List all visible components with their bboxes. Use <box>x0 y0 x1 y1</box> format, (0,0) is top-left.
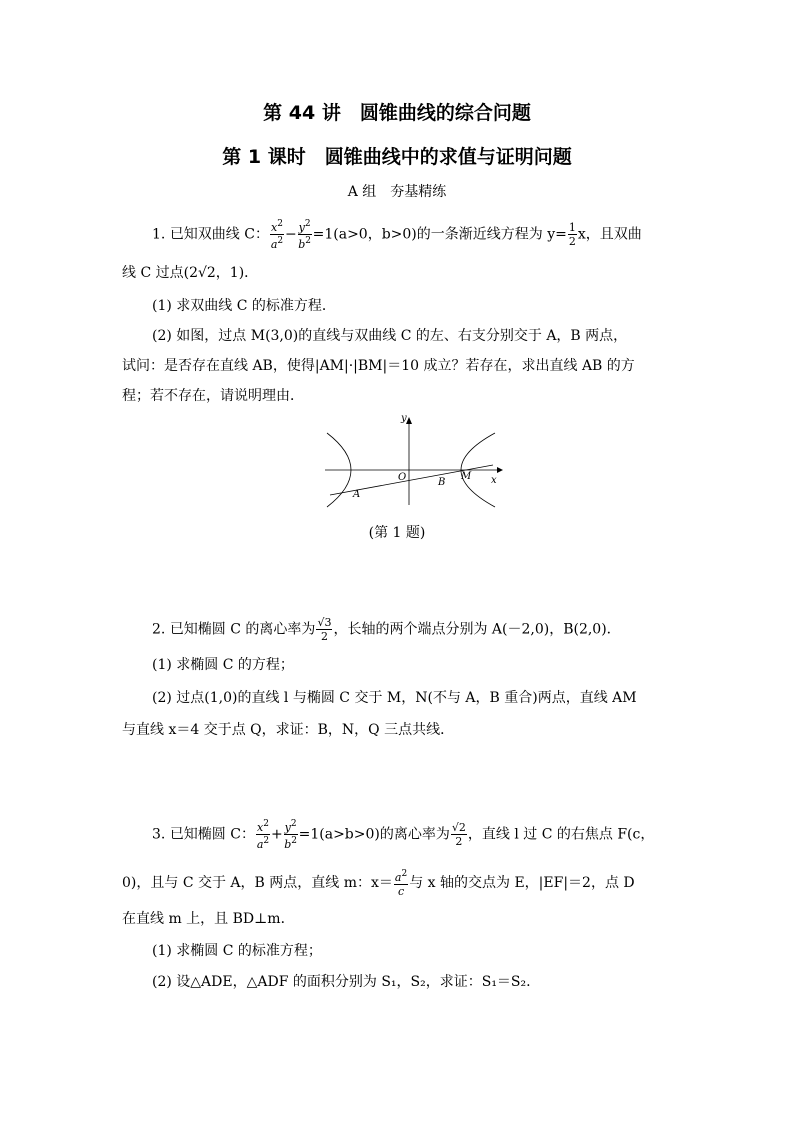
q1-text-post: x，且双曲 <box>577 226 642 243</box>
y-axis-arrow <box>406 417 412 424</box>
q3-line3: 在直线 m 上，且 BD⊥m． <box>122 911 295 927</box>
label-a: A <box>353 489 361 500</box>
q3-frac-ecc: $\frac{√2}{2}$ <box>451 821 466 848</box>
label-m: M <box>461 471 472 482</box>
q1-figure-caption: (第 1 题) <box>368 525 426 541</box>
q2-part1: (1) 求椭圆 C 的方程； <box>152 657 294 673</box>
q2-number: 2. <box>152 621 166 638</box>
label-o: O <box>398 472 407 483</box>
x-axis-arrow <box>497 467 503 473</box>
q1-line2: 线 C 过点(2√2，1)． <box>122 265 259 281</box>
q2-frac-ecc: $\frac{√3}{2}$ <box>317 616 332 643</box>
q3-text-mid: =1(a>b>0)的离心率为 <box>298 826 450 843</box>
lesson-title: 第 1 课时 圆锥曲线中的求值与证明问题 <box>222 146 572 168</box>
q3-part1: (1) 求椭圆 C 的标准方程； <box>152 943 322 959</box>
group-label: A 组 夯基精练 <box>347 184 447 200</box>
q1-part2-line2: 试问：是否存在直线 AB，使得|AM|·|BM|＝10 成立？若存在，求出直线 AB 的方 <box>122 358 635 374</box>
q3-text-post: ，直线 l 过 C 的右焦点 F(c， <box>467 826 655 843</box>
label-b: B <box>438 477 446 488</box>
q1-text-pre: 已知双曲线 C： <box>169 226 269 243</box>
hyperbola-figure <box>325 415 505 510</box>
q3-number: 3. <box>152 826 166 843</box>
q1-frac-y: $\frac{y^2}{b^2}$ <box>298 219 312 251</box>
q2-part2-line1: (2) 过点(1,0)的直线 l 与椭圆 C 交于 M，N(不与 A，B 重合)两点，直线 AM <box>152 690 637 706</box>
q3-line2-pre: 0)，且与 C 交于 A，B 两点，直线 m：x＝ <box>122 875 393 891</box>
chapter-title: 第 44 讲 圆锥曲线的综合问题 <box>263 102 531 124</box>
label-x: x <box>491 475 497 486</box>
q3-part2: (2) 设△ADE，△ADF 的面积分别为 S₁，S₂，求证：S₁＝S₂. <box>152 974 531 990</box>
q3-line2 <box>122 868 635 898</box>
q1-part1: (1) 求双曲线 C 的标准方程． <box>152 298 336 314</box>
q1-line1: 1. 已知双曲线 C： $\frac{x^2}{a^2}$ − $\frac{y^2}{b^2}$ =1(a>0，b>0)的一条渐近线方程为 y= $\frac{1}{2}$ x，且双曲 <box>152 219 642 251</box>
label-y: y <box>401 415 407 424</box>
q2-line1 <box>152 616 621 643</box>
q3-line1: 3. 已知椭圆 C： $\frac{x^2}{a^2}$ + $\frac{y^2}{b^2}$ =1(a>b>0)的离心率为 $\frac{√2}{2}$ ，直线 l 过 C 的右焦点 F(c， <box>152 819 655 851</box>
q1-number: 1. <box>152 226 166 243</box>
q1-frac-half: $\frac{1}{2}$ <box>568 221 576 248</box>
q3-frac-y: $\frac{y^2}{b^2}$ <box>284 819 298 851</box>
q1-part2-line3: 程；若不存在，请说明理由． <box>122 388 304 404</box>
q1-frac-x: $\frac{x^2}{a^2}$ <box>270 219 284 251</box>
q2-part2-line2: 与直线 x＝4 交于点 Q，求证：B，N，Q 三点共线． <box>122 722 455 738</box>
q3-text-pre: 已知椭圆 C： <box>169 826 255 843</box>
q2-text-pre: 已知椭圆 C 的离心率为 <box>169 621 316 638</box>
q3-line2-post: 与 x 轴的交点为 E，|EF|＝2，点 D <box>409 875 635 891</box>
q1-part2-line1: (2) 如图，过点 M(3,0)的直线与双曲线 C 的左、右支分别交于 A，B 两点， <box>152 328 628 344</box>
q1-text-eq: =1(a>0，b>0)的一条渐近线方程为 y= <box>312 226 567 243</box>
q3-frac-a2c: $\frac{a^2}{c}$ <box>394 869 408 898</box>
q2-text-post: ，长轴的两个端点分别为 A(－2,0)，B(2,0)． <box>333 621 621 638</box>
q3-frac-x: $\frac{x^2}{a^2}$ <box>256 819 270 851</box>
